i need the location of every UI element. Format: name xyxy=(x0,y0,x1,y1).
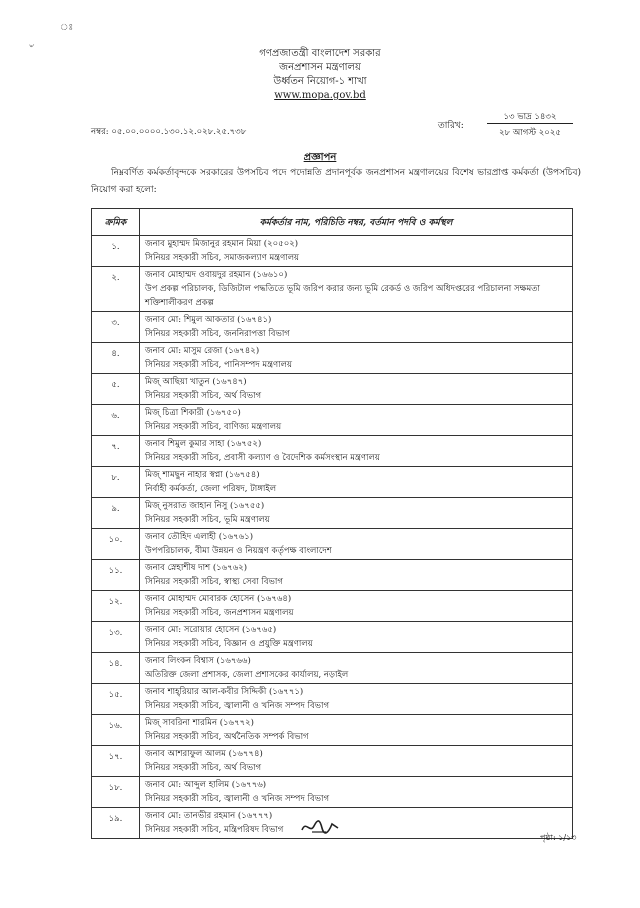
row-serial: ১৭. xyxy=(92,746,140,777)
officer-name: জনাব মুহাম্মদ মিজানুর রহমান মিয়া (২০৫০২) xyxy=(145,239,299,249)
date-label: তারিখ: xyxy=(438,121,464,131)
row-info xyxy=(140,715,573,746)
col-info-header: কর্মকর্তার নাম, পরিচিতি নম্বর, বর্তমান পদবি ও কর্মস্থল xyxy=(140,209,573,236)
officer-post: নির্বাহী কর্মকর্তা, জেলা পরিষদ, টাঙ্গাইল xyxy=(145,484,277,494)
officer-name: মিজ্ সাবরিনা শারমিন (১৬৭৭২) xyxy=(145,718,254,728)
table-row xyxy=(92,622,573,653)
col-serial-header: ক্রমিক xyxy=(92,209,140,236)
officer-post: সিনিয়র সহকারী সচিব, বাণিজ্য মন্ত্রণালয় xyxy=(145,422,282,432)
margin-mark: ৺ xyxy=(28,43,34,53)
table-row xyxy=(92,498,573,529)
table-row xyxy=(92,343,573,374)
date-bangla: ১৩ ভাদ্র ১৪৩২ xyxy=(503,112,557,122)
row-serial: ১. xyxy=(92,236,140,267)
row-serial: ৬. xyxy=(92,405,140,436)
officer-post: সিনিয়র সহকারী সচিব, জ্বালানী ও খনিজ সম্পদ বিভাগ xyxy=(145,701,330,711)
table-row xyxy=(92,436,573,467)
date-gregorian: ২৮ আগস্ট ২০২৫ xyxy=(499,128,561,138)
table-row xyxy=(92,684,573,715)
row-serial: ১২. xyxy=(92,591,140,622)
row-serial: ৮. xyxy=(92,467,140,498)
officer-name: জনাব আশরাফুল আলম (১৬৭৭৪) xyxy=(145,749,263,759)
row-info xyxy=(140,498,573,529)
officer-name: জনাব মো: আব্দুল হালিম (১৬৭৭৬) xyxy=(145,780,267,790)
officer-name: জনাব মো: তানভীর রহমান (১৬৭৭৭) xyxy=(145,811,273,821)
row-info xyxy=(140,236,573,267)
officer-name: মিজ্ আছিয়া খাতুন (১৬৭৪৭) xyxy=(145,377,247,387)
memo-number: নম্বর: ০৫.০০.০০০০.১৩০.১২.০২৮.২৫.৭৩৮ xyxy=(91,127,247,137)
officer-post: সিনিয়র সহকারী সচিব, সমাজকল্যাণ মন্ত্রণালয় xyxy=(145,253,300,263)
table-row xyxy=(92,374,573,405)
row-serial: ২. xyxy=(92,267,140,312)
row-info xyxy=(140,312,573,343)
row-serial: ১৫. xyxy=(92,684,140,715)
doc-title-text: প্রজ্ঞাপন xyxy=(303,152,337,163)
officer-name: জনাব শাহ্‌রিয়ার আল-কবীর সিদ্দিকী (১৬৭৭১) xyxy=(145,687,304,697)
table-row xyxy=(92,236,573,267)
table-row xyxy=(92,653,573,684)
officer-name: মিজ্ শামছুন নাহার স্বপ্না (১৬৭৫৪) xyxy=(145,470,260,480)
officer-post: সিনিয়র সহকারী সচিব, মন্ত্রিপরিষদ বিভাগ xyxy=(145,825,284,835)
margin-mark: ঃ xyxy=(60,23,74,33)
officer-post: উপপরিচালক, বীমা উন্নয়ন ও নিয়ন্ত্রণ কর্তৃপক্ষ বাংলাদেশ xyxy=(145,546,332,556)
row-info xyxy=(140,746,573,777)
table-row xyxy=(92,560,573,591)
table-row xyxy=(92,591,573,622)
row-info xyxy=(140,467,573,498)
officer-post: সিনিয়র সহকারী সচিব, জ্বালানী ও খনিজ সম্পদ বিভাগ xyxy=(145,794,330,804)
govt-name: গণপ্রজাতন্ত্রী বাংলাদেশ সরকার xyxy=(259,48,381,59)
table-body xyxy=(92,236,573,839)
table-row xyxy=(92,529,573,560)
date-divider xyxy=(487,123,573,124)
row-serial: ১৬. xyxy=(92,715,140,746)
row-serial: ১৯. xyxy=(92,808,140,839)
officer-name: জনাব তৌহিদ এলাহী (১৬৭৬১) xyxy=(145,532,254,542)
row-serial: ৩. xyxy=(92,312,140,343)
officer-post: সিনিয়র সহকারী সচিব, বিজ্ঞান ও প্রযুক্তি মন্ত্রণালয় xyxy=(145,639,313,649)
page-number: পৃষ্ঠা: ১/১৩ xyxy=(540,833,577,842)
row-info xyxy=(140,591,573,622)
row-serial: ১০. xyxy=(92,529,140,560)
row-info xyxy=(140,560,573,591)
row-info xyxy=(140,343,573,374)
intro-paragraph: নিম্নবর্ণিত কর্মকর্তাবৃন্দকে সরকারের উপসচিব পদে পদোন্নতি প্রদানপূর্বক জনপ্রশাসন মন্ত্রণালয়ের বিশেষ ভারপ্রাপ্ত কর্মকর্তা (উপসচিব) নিয়োগ করা হলো: xyxy=(91,168,581,195)
officer-name: জনাব মো: শিমুল আকতার (১৬৭৪১) xyxy=(145,315,272,325)
row-info xyxy=(140,529,573,560)
officer-post: উপ প্রকল্প পরিচালক, ডিজিটাল পদ্ধতিতে ভূমি জরিপ করার জন্য ভূমি রেকর্ড ও জরিপ অধিদপ্তরের পরিচালনা সক্ষমতা শক্তিশালীকরণ প্রকল্প xyxy=(145,284,541,308)
row-info xyxy=(140,436,573,467)
officer-post: সিনিয়র সহকারী সচিব, প্রবাসী কল্যাণ ও বৈদেশিক কর্মসংস্থান মন্ত্রণালয় xyxy=(145,453,380,463)
officer-post: সিনিয়র সহকারী সচিব, জনপ্রশাসন মন্ত্রণালয় xyxy=(145,608,294,618)
row-info xyxy=(140,653,573,684)
officer-post: সিনিয়র সহকারী সচিব, জননিরাপত্তা বিভাগ xyxy=(145,329,290,339)
row-info xyxy=(140,405,573,436)
row-info xyxy=(140,622,573,653)
officer-post: অতিরিক্ত জেলা প্রশাসক, জেলা প্রশাসকের কার্যালয়, নড়াইল xyxy=(145,670,349,680)
row-serial: ৯. xyxy=(92,498,140,529)
row-serial: ৭. xyxy=(92,436,140,467)
table-header-row xyxy=(92,209,573,236)
table-row xyxy=(92,777,573,808)
officer-name: জনাব মোহাম্মদ ওবায়দুর রহমান (১৬৬১০) xyxy=(145,270,288,280)
row-serial: ১১. xyxy=(92,560,140,591)
table-row xyxy=(92,715,573,746)
row-serial: ১৩. xyxy=(92,622,140,653)
website-link[interactable]: www.mopa.gov.bd xyxy=(274,90,366,101)
officer-post: সিনিয়র সহকারী সচিব, অর্থনৈতিক সম্পর্ক বিভাগ xyxy=(145,732,309,742)
officer-name: জনাব লিংকন বিশ্বাস (১৬৭৬৬) xyxy=(145,656,251,666)
row-info xyxy=(140,684,573,715)
table-row xyxy=(92,467,573,498)
row-serial: ৫. xyxy=(92,374,140,405)
officer-name: জনাব মো: সরোয়ার হোসেন (১৬৭৬৫) xyxy=(145,625,277,635)
officer-name: মিজ্ নুসরাত জাহান নিসু (১৬৭৫৫) xyxy=(145,501,265,511)
row-info xyxy=(140,808,573,839)
table-row xyxy=(92,746,573,777)
officer-post: সিনিয়র সহকারী সচিব, ভূমি মন্ত্রণালয় xyxy=(145,515,270,525)
officer-table xyxy=(91,208,573,839)
officer-name: জনাব মোহাম্মদ মোবারক হোসেন (১৬৭৬৪) xyxy=(145,594,292,604)
ministry-name: জনপ্রশাসন মন্ত্রণালয় xyxy=(279,62,361,73)
section-name: উর্ধ্বতন নিয়োগ-১ শাখা xyxy=(273,76,367,87)
signature-icon xyxy=(300,818,340,840)
officer-post: সিনিয়র সহকারী সচিব, অর্থ বিভাগ xyxy=(145,763,262,773)
officer-name: জনাব মো: মাসুম রেজা (১৬৭৪২) xyxy=(145,346,260,356)
officer-post: সিনিয়র সহকারী সচিব, পানিসম্পদ মন্ত্রণালয় xyxy=(145,360,292,370)
officer-name: মিজ্ চিত্রা শিকারী (১৬৭৫০) xyxy=(145,408,241,418)
row-info xyxy=(140,267,573,312)
officer-name: জনাব শিমুল কুমার সাহা (১৬৭৫২) xyxy=(145,439,262,449)
officer-post: সিনিয়র সহকারী সচিব, অর্থ বিভাগ xyxy=(145,391,262,401)
row-info xyxy=(140,374,573,405)
table-row xyxy=(92,312,573,343)
officer-name: জনাব স্নেহাশীষ দাশ (১৬৭৬২) xyxy=(145,563,248,573)
table-row xyxy=(92,267,573,312)
officer-post: সিনিয়র সহকারী সচিব, স্বাস্থ্য সেবা বিভাগ xyxy=(145,577,283,587)
table-row xyxy=(92,405,573,436)
row-serial: ৪. xyxy=(92,343,140,374)
row-info xyxy=(140,777,573,808)
row-serial: ১৮. xyxy=(92,777,140,808)
row-serial: ১৪. xyxy=(92,653,140,684)
